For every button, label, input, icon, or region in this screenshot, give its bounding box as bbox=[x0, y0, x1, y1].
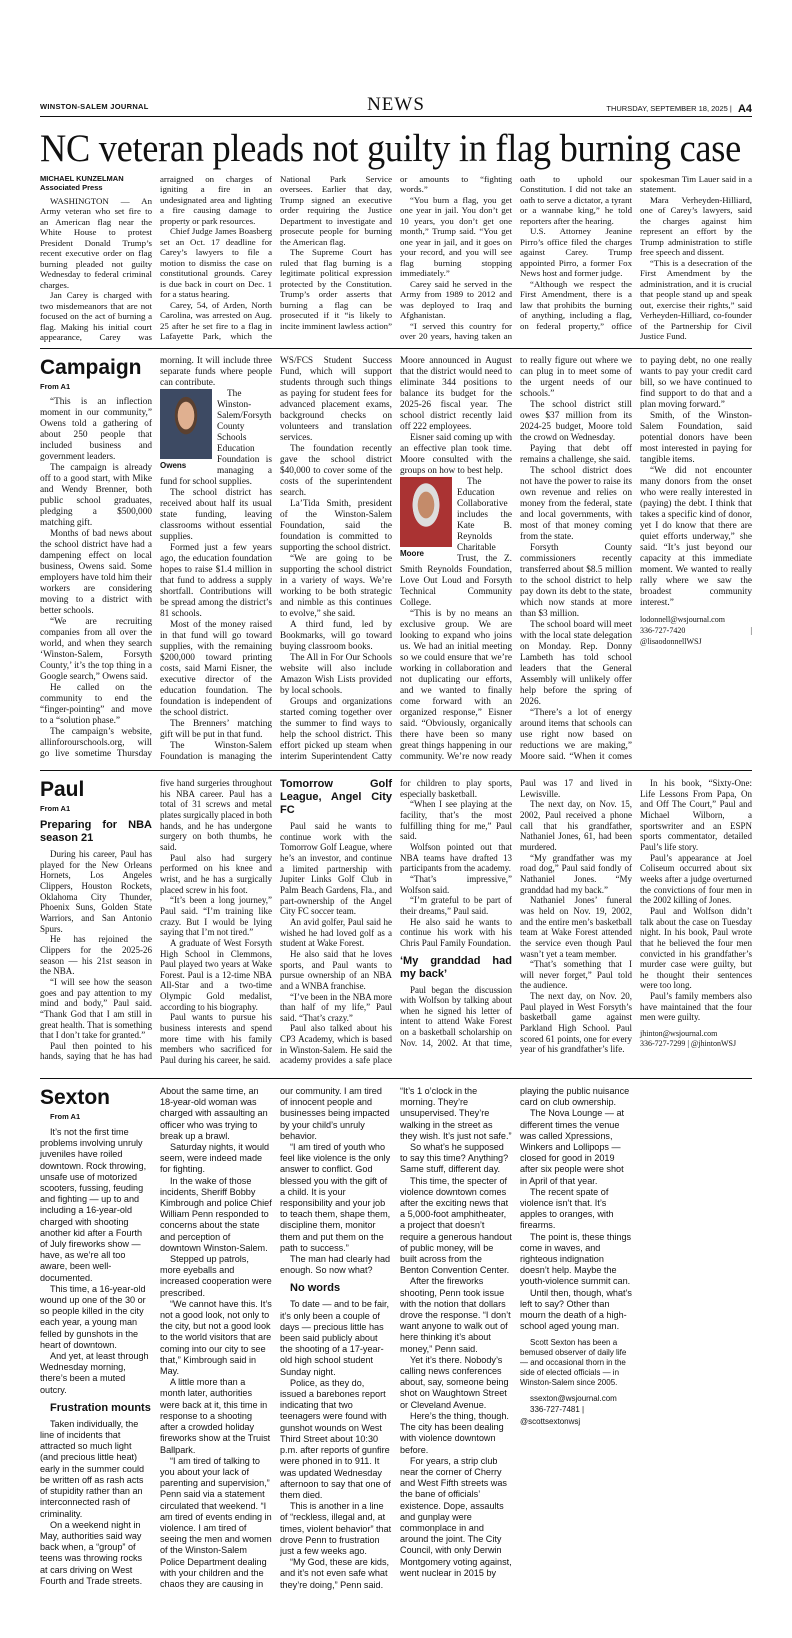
paragraph: “I will see how the season goes and pay attention to my mind and body,” Paul said. “Thank God that I am still in great health. That is something that I don’t take for granted.” bbox=[40, 976, 152, 1041]
paragraph: Months of bad news about the school district have had a dampening effect on local business, Owens said. Some employers have told him their workers are considering moving to a district with better schools. bbox=[40, 529, 152, 616]
paragraph: “We are going to be supporting the school district in a variety of ways. We’re working to be both strategic and nimble as this continues to evolve,” she said. bbox=[280, 554, 392, 619]
reporter-contact: 336-727-7299 | @jhintonWSJ bbox=[640, 1039, 737, 1049]
paragraph: Saturday nights, it would seem, were indeed made for fighting. bbox=[160, 1142, 270, 1175]
paragraph: He also said he wants to continue his work with his Chris Paul Family Foundation. bbox=[400, 916, 512, 948]
paul-kicker: Paul bbox=[40, 778, 85, 801]
paragraph: The Supreme Court has ruled that flag burning is a legitimate political expression protected by the Constitution. Trump’s order asserts that burning a flag can be prosecuted if it “is likely to incite imminent lawless action” or amounts to “fighting words.” bbox=[280, 174, 512, 331]
moore-photo bbox=[400, 477, 452, 559]
reporter-email: jhinton@wsjournal.com bbox=[640, 1029, 718, 1039]
paragraph: Eisner said coming up with an effective plan took time. Moore consulted with the groups on how to best help. bbox=[400, 433, 512, 476]
page-number: A4 bbox=[737, 103, 752, 115]
paragraph: In his book, “Sixty-One: Life Lessons From Papa, On and Off The Court,” Paul and Michael Wilborn, a sportswriter and an ESPN sports commentator, detailed Paul’s life story. bbox=[640, 778, 752, 852]
paragraph: Groups and organizations started coming together over the summer to find ways to help the school district. This effort picked up steam when interim Superintendent Catty Moore announced in August that the district would need to eliminate 344 positions to balance its budget for the 2025-26 fiscal year. The school district recently laid off 222 employees. bbox=[280, 356, 512, 762]
paragraph: Carey, 54, of Arden, North Carolina, was arrested on Aug. 25 after he set fire to a flag in Lafayette Park, which the National Park Service oversees. Earlier that day, Trump signed an executive order requiring the Justice Department to investigate and prosecute people for burning the American flag. bbox=[160, 174, 392, 342]
campaign-article bbox=[40, 356, 752, 764]
paragraph: Paying that debt off remains a challenge, she said. bbox=[520, 444, 632, 465]
sexton-kicker: Sexton bbox=[40, 1086, 111, 1109]
paragraph: Most of the money raised in that fund will go toward supplies, with the remaining $200,000 toward printing costs, said Marni Eisner, the executive director of the education foundation. The foundation is independent of the school district. bbox=[160, 620, 272, 718]
paragraph: A little more than a month later, authorities were back at it, this time in response to a shooting after a crowded holiday fireworks show at the Truist Ballpark. bbox=[160, 1377, 271, 1455]
paragraph: Carey said he served in the Army from 1989 to 2012 and was deployed to Iraq and Afghanistan. bbox=[400, 278, 512, 321]
paragraph: Mara Verheyden-Hilliard, one of Carey’s lawyers, said the charges against him represent an effort by the Trump administration to stifle free speech and dissent. bbox=[640, 194, 752, 258]
paragraph: U.S. Attorney Jeanine Pirro’s office filed the charges against Carey. Trump appointed Pirro, a former Fox News host and former judge. bbox=[520, 226, 632, 279]
paragraph: And yet, at least through Wednesday morning, there’s been a muted outcry. bbox=[40, 1351, 149, 1395]
paragraph: “My God, these are kids, and it’s not even safe what they’re doing,” Penn said. “It’s 1 o’clock in the morning. They’re unsupervised. They’re walking in the street as they wish. It’s just not safe.” bbox=[280, 1086, 512, 1590]
paragraph: Taken individually, the line of incidents that attracted so much light (and precious little heat) early in the summer could be written off as rash acts of stupidity rather than an interconnected rash of criminality. bbox=[40, 1418, 145, 1519]
paragraph: Paul began the discussion with Wolfson by talking about when he signed his letter of intent to attend Wake Forest on a basketball scholarship on Nov. 14, 2002. At that time, Paul was 17 and lived in Lewisville. bbox=[400, 778, 632, 1048]
paragraph: The school district has received about half its usual state funding, leaving classrooms without essential supplies. bbox=[160, 488, 272, 542]
newspaper-name: WINSTON-SALEM JOURNAL bbox=[40, 102, 149, 111]
jump-label: From A1 bbox=[40, 804, 71, 813]
paragraph: Paul also talked about his CP3 Academy, which is based in Winston-Salem. He said the academy provides a safe place for children to play sports, especially basketball. bbox=[280, 778, 512, 1066]
paragraph: The All in For Our Schools website will also include Amazon Wish Lists provided by local schools. bbox=[280, 653, 392, 696]
author-email: ssexton@wsjournal.com bbox=[530, 1394, 617, 1404]
paragraph: “You burn a flag, you get one year in jail. You don’t get 10 years, you don’t get one month,” Trump said. “You get one year in jail, and it goes on your record, and you will see flag burning stopping immediately.” bbox=[400, 194, 512, 279]
paragraph: “There’s a lot of energy around items that schools can use right now based on reductions we are making,” Moore said. “When it comes to paying debt, no one really wants to pay your credit card bill, so we have continued to find support to do that and a plan moving forward.” bbox=[520, 356, 752, 762]
owens-photo-caption: Owens bbox=[160, 461, 187, 470]
paragraph: Until then, though, what’s left to say? Other than mourn the death of a high-school aged young man. bbox=[520, 1287, 632, 1332]
paragraph: The Brenners’ matching gift will be put in that fund. bbox=[160, 719, 272, 740]
campaign-kicker: Campaign bbox=[40, 356, 142, 379]
paragraph: It’s not the first time problems involving unruly juveniles have roiled downtown. Rock throwing, unsafe use of motorized scooters, fussing, feuding and fighting — up to and including a 16-year-old charged with shooting another kid after a Fourth of July fireworks show — have, as we’re all too aware, been well-documented. bbox=[40, 1127, 147, 1283]
paragraph: Formed just a few years ago, the education foundation hopes to raise $1.4 million in that fund to address a supply shortfall. Contributions will be spread among the district’s 81 schools. bbox=[160, 543, 272, 619]
paragraph: During his career, Paul has played for the New Orleans Hornets, Los Angeles Clippers, Houston Rockets, Oklahoma City Thunder, Phoenix Suns, Golden State Warriors, and San Antonio Spurs. bbox=[40, 849, 152, 934]
paragraph: “That’s something that I will never forget,” Paul told the audience. bbox=[520, 959, 632, 991]
paragraph: Paul’s appearance at Joel Coliseum occurred about six weeks after a judge overturned the convictions of four men in the 2002 killing of Jones. bbox=[640, 852, 752, 906]
paragraph: “I served this country for over 20 years, having taken an oath to uphold our Constitution. I did not take an oath to serve a dictator, a tyrant or a wannabe king,” he told reporters after the hearing. bbox=[400, 174, 632, 342]
paragraph: The Winston-Salem/Forsyth County Schools Education Foundation is managing a fund for school supplies. bbox=[160, 389, 272, 487]
reporter-email: lodonnell@wsjournal.com bbox=[640, 615, 725, 624]
byline: MICHAEL KUNZELMAN bbox=[40, 174, 124, 183]
section-divider bbox=[40, 348, 752, 349]
paragraph: Paul said he wants to continue work with the Tomorrow Golf League, where he’s an investor, and continue a limited partnership with Jupiter Links Golf Club in Palm Beach Gardens, Fla., and part-ownership of the Angel City FC soccer team. bbox=[280, 821, 392, 917]
reporter-contact: 336-727-7420 | @lisaodonnellWSJ bbox=[640, 626, 752, 646]
paragraph: “I’m grateful to be part of their dreams,” Paul said. bbox=[400, 895, 512, 916]
paragraph: Paul’s family members also have maintained that the four men were guilty. bbox=[640, 991, 752, 1023]
moore-photo-caption: Moore bbox=[400, 549, 424, 558]
paragraph: “This is a desecration of the First Amendment by the administration, and it is crucial that people stand up and speak out, exercise their rights,” said Verheyden-Hilliard, co-founder of the Partnership for Civil Justice Fund. bbox=[640, 257, 752, 342]
jump-label: From A1 bbox=[50, 1112, 81, 1121]
main-headline: NC veteran pleads not guilty in flag burning case bbox=[40, 126, 741, 170]
paragraph: The Winston-Salem Foundation is managing the WS/FCS Student Success Fund, which will support students through such things as paying for student fees for advanced placement exams, background checks on volunteers and translation services. bbox=[160, 356, 392, 762]
paragraph: Stepped up patrols, more eyeballs and increased cooperation were prescribed. bbox=[160, 1254, 272, 1298]
paragraph: A graduate of West Forsyth High School in Clemmons, Paul played two years at Wake Forest. Paul is a 12-time NBA All-Star and a two-time Olympic Gold medalist, according to his biography. bbox=[160, 937, 272, 1012]
paragraph: A third fund, led by Bookmarks, will go toward buying classroom books. bbox=[280, 620, 392, 652]
paragraph: Chief Judge James Boasberg set an Oct. 17 deadline for Carey’s lawyers to file a motion to dismiss the case on constitutional grounds. Carey is due back in court on Dec. 1 for a status hearing. bbox=[160, 226, 272, 300]
section-divider bbox=[40, 770, 752, 771]
subhead: No words bbox=[290, 1282, 341, 1295]
paragraph: After the fireworks shooting, Penn took issue with the notion that dollars drove the response. “I don’t want anyone to walk out of here thinking it’s about money,” Penn said. bbox=[400, 1276, 511, 1354]
page-date: THURSDAY, SEPTEMBER 18, 2025 bbox=[606, 104, 728, 113]
paragraph: Wolfson pointed out that NBA teams have drafted 13 participants from the academy. bbox=[400, 841, 512, 874]
paragraph: Paul wants to pursue his business interests and spend more time with his family members who sacrificed for Paul during his career, he said. bbox=[160, 1012, 272, 1066]
main-article bbox=[40, 174, 752, 344]
paragraph: So what’s he supposed to say this time? Anything? Same stuff, different day. bbox=[400, 1142, 509, 1175]
paragraph: “I’ve been in the NBA more than half of my life,” Paul said. “That’s crazy.” bbox=[280, 991, 392, 1023]
paragraph: Nathaniel Jones’ funeral was held on Nov. 19, 2002, and the entire men’s basketball team at Wake Forest attended the service even though Paul wasn’t yet a team member. bbox=[520, 895, 632, 959]
page-header bbox=[40, 96, 752, 117]
paragraph: Paul and Wolfson didn’t talk about the case on Tuesday night. In his book, Paul wrote that he believed the four men convicted in his grandfather’s murder case were guilty, but he thought their sentences were too long. bbox=[640, 905, 752, 991]
paul-article bbox=[40, 778, 752, 1068]
paragraph: Paul also had surgery performed on his knee and wrist, and he has a surgically placed screw in his foot. bbox=[160, 852, 272, 895]
author-bio: Scott Sexton has been a bemused observer of daily life — and occasional thorn in the side of elected officials — in Winston-Salem since 2005. bbox=[520, 1338, 627, 1388]
paragraph: The school district does not have the power to raise its own revenue and relies on money from the federal, state and local governments, with most of that money coming from the state. bbox=[520, 466, 632, 542]
subhead: Frustration mounts bbox=[50, 1401, 151, 1414]
paragraph: “I am tired of youth who feel like violence is the only answer to conflict. God blessed you with the gift of a child. It is your responsibility and your job to teach them, shape them, discipline them, monitor them and put them on the path to success.” bbox=[280, 1142, 391, 1253]
paragraph: For years, a strip club near the corner of Cherry and West Fifth streets was the bane of officials’ existence. Dope, assaults and gunplay were commonplace in and around the joint. The City Council, with only Derwin Montgomery voting against, went nuclear in 2015 by playing the public nuisance card on club ownership. bbox=[400, 1086, 630, 1578]
paragraph: “We are recruiting companies from all over the world, and when they search ‘Winston-Salem, Forsyth County,’ it’s the top thing in a Google search,” Owens said. bbox=[40, 617, 152, 682]
section-divider bbox=[40, 1078, 752, 1079]
paragraph: The Nova Lounge — at different times the venue was called Xpressions, Winkers and Lollipops — closed for good in 2019 after six people were shot in April of that year. bbox=[520, 1108, 625, 1186]
paragraph: “My grandfather was my road dog,” Paul said fondly of Nathaniel Jones. “My granddad had my back.” bbox=[520, 852, 632, 895]
paragraph: The next day, on Nov. 20, Paul played in West Forsyth’s basketball game against Parkland High School. Paul scored 61 points, one for every year of his grandfather’s life. bbox=[520, 991, 632, 1055]
paragraph: Jan Carey is charged with two misdemeanors that are not focused on the act of burning a flag. Making his initial court appearance, Carey was arraigned on charges of igniting a fire in an undesignated area and lighting a fire causing damage to property or park resources. bbox=[40, 174, 272, 343]
paragraph: Yet it’s there. Nobody’s calling news conferences about, say, someone being shot on Waughtown Street or Cleveland Avenue. bbox=[400, 1354, 509, 1410]
paragraph: The point is, these things come in waves, and righteous indignation doesn’t help. Maybe the youth-violence summit can. bbox=[520, 1231, 632, 1287]
paragraph: “Although we respect the First Amendment, there is a law that prohibits the burning of anything, including a flag, on federal property,” office spokesman Tim Lauer said in a statement. bbox=[520, 174, 752, 331]
paragraph: “I am tired of talking to you about your lack of parenting and supervision,” Penn said via a statement circulated that weekend. “I am tired of events ending in violence. I am tired of seeing the men and women of the Winston-Salem Police Department dealing with your children and the chaos they are causing in our community. I am tired of innocent people and businesses being impacted by your child’s unruly behavior. bbox=[160, 1086, 390, 1589]
paragraph: The next day, on Nov. 15, 2002, Paul received a phone call that his grandfather, Nathaniel Jones, 61, had been murdered. bbox=[520, 799, 632, 852]
paragraph: WASHINGTON — An Army veteran who set fire to an American flag near the White House to protest President Donald Trump’s recent executive order on flag burning pleaded not guilty Wednesday to federal criminal charges. bbox=[40, 196, 152, 290]
sexton-column bbox=[40, 1086, 752, 1596]
paragraph: This is another in a line of “reckless, illegal and, at times, violent behavior” that drove Penn to frustration just a few weeks ago. bbox=[280, 1501, 392, 1556]
section-name: NEWS bbox=[367, 94, 425, 115]
page-date-number: THURSDAY, SEPTEMBER 18, 2025 | A4 bbox=[606, 103, 752, 115]
subhead: Preparing for NBA season 21 bbox=[40, 819, 152, 844]
paragraph: The recent spate of violence isn’t that. It’s apples to oranges, with firearms. bbox=[520, 1186, 614, 1231]
subhead: Tomorrow Golf League, Angel City FC bbox=[280, 778, 392, 816]
paragraph: He called on the community to end the “finger-pointing” and move to a “solution phase.” bbox=[40, 683, 152, 726]
paragraph: This time, the specter of violence downtown comes after the exciting news that a 5,000-foot amphitheater, a project that doesn’t require a generous handout of public money, will be built across from the Benton Convention Center. bbox=[400, 1175, 512, 1276]
moore-photo-image bbox=[400, 477, 452, 547]
paragraph: The campaign is already off to a good start, with Mike and Wendy Brenner, both public school graduates, pledging a $500,000 matching gift. bbox=[40, 463, 152, 528]
paragraph: “We cannot have this. It’s not a good look, not only to the city, but not a good look to the world visitors that are coming into our city to see that,” Kimbrough said in May. bbox=[160, 1298, 272, 1377]
paragraph: The Education Collaborative includes the Kate B. Reynolds Charitable Trust, the Z. Smith Reynolds Foundation, Love Out Loud and Forsyth Technical Community College. bbox=[400, 477, 512, 608]
paragraph: “That’s impressive,” Wolfson said. bbox=[400, 873, 512, 895]
paragraph: “When I see playing at the facility, that’s the most fulfilling thing for me,” Paul said. bbox=[400, 799, 512, 842]
owens-photo bbox=[160, 389, 212, 471]
paragraph: This time, a 16-year-old wound up one of the 30 or so people killed in the city each year, a young man felled by gunshots in the heart of downtown. bbox=[40, 1283, 146, 1350]
paragraph: “We did not encounter many donors from the onset who were really interested in (paying) the debt. I think that takes a specific kind of donor, yet I do know that there are quiet efforts underway,” she said. “It’s just beyond our capacity at this immediate moment. We wanted to really rally where we saw the broadest community interest.” bbox=[640, 466, 752, 608]
paragraph: The school board will meet with the local state delegation on Monday. Rep. Donny Lambeth has told school leaders that the General Assembly will unlikely offer help before the spring of 2026. bbox=[520, 620, 632, 707]
paragraph: Forsyth County commissioners recently transferred about $8.5 million to the school district to help pay down its debt to the state, which now stands at more than $3 million. bbox=[520, 543, 632, 619]
paragraph: “This is by no means an exclusive group. We are looking to expand who joins us. We had an initial meeting so we could ensure that we’re working in collaboration and not duplicating our efforts, and we wanted to finally come forward with an organized response,” Eisner said. “Obviously, organically there have been so many great things happening in our community. We’re now ready to really figure out where we can plug in to meet some of the urgent needs of our schools.” bbox=[400, 356, 632, 762]
paragraph: An avid golfer, Paul said he wished he had loved golf as a student at Wake Forest. bbox=[280, 916, 392, 949]
paragraph: Paul then pointed to his hands, saying that he has had five hand surgeries throughout his NBA career. Paul has a total of 31 screws and metal plates surgically placed in both hands, and he has undergone surgery on both thumbs, he said. bbox=[40, 778, 272, 1062]
paragraph: “This is an inflection moment in our community,” Owens told a gathering of about 250 people that included business and government leaders. bbox=[40, 397, 152, 462]
paragraph: The school district still owes $37 million from its 2024-25 budget, Moore told the crowd on Wednesday. bbox=[520, 400, 632, 443]
owens-photo-image bbox=[160, 389, 212, 459]
paragraph: Smith, of the Winston-Salem Foundation, said potential donors have been most interested in paying for tangible items. bbox=[640, 411, 752, 465]
paragraph: On a weekend night in May, authorities said way back when, a “group” of teens was throwing rocks at cars driving on West Fourth and Trade streets. About the same time, an 18-year-old woman was charged with assaulting an officer who was trying to break up a brawl. bbox=[40, 1086, 268, 1586]
paragraph: He also said that he loves sports, and Paul wants to pursue ownership of an NBA and a WNBA franchise. bbox=[280, 948, 392, 991]
paragraph: The campaign’s website, allinforourschools.org, will go live sometime Thursday morning. It will include three separate funds where people can contribute. bbox=[40, 356, 272, 759]
paragraph: To date — and to be fair, it’s only been a couple of days — precious little has been said publicly about the shooting of a 17-year-old high school student Sunday night. bbox=[280, 1299, 390, 1377]
paragraph: La’Tida Smith, president of the Winston-Salem Foundation, said the foundation is committed to supporting the school district. bbox=[280, 499, 392, 553]
paragraph: In the wake of those incidents, Sheriff Bobby Kimbrough and police Chief William Penn responded to concerns about the state and perception of downtown Winston-Salem. bbox=[160, 1175, 272, 1253]
paragraph: He has rejoined the Clippers for the 2025-26 season — his 21st season in the NBA. bbox=[40, 934, 152, 977]
agency: Associated Press bbox=[40, 183, 103, 192]
author-contact: 336-727-7481 | @scottsextonwsj bbox=[520, 1405, 585, 1426]
paragraph: The man had clearly had enough. So now what? bbox=[280, 1254, 391, 1276]
jump-label: From A1 bbox=[40, 382, 71, 391]
paragraph: The foundation recently gave the school district $40,000 to cover some of the costs of the superintendent search. bbox=[280, 444, 392, 498]
paragraph: Police, as they do, issued a barebones report indicating that two teenagers were found with gunshot wounds on West Third Street about 10:30 p.m. after reports of gunfire were phoned in to 911. It was updated Wednesday afternoon to say that one of them died. bbox=[280, 1377, 391, 1500]
paragraph: Here’s the thing, though. The city has been dealing with violence downtown before. bbox=[400, 1410, 509, 1455]
paragraph: “It’s been a long journey,” Paul said. “I’m training like crazy. But I would be lying saying that I’m not tired.” bbox=[160, 895, 272, 938]
subhead: ‘My granddad had my back’ bbox=[400, 954, 512, 980]
